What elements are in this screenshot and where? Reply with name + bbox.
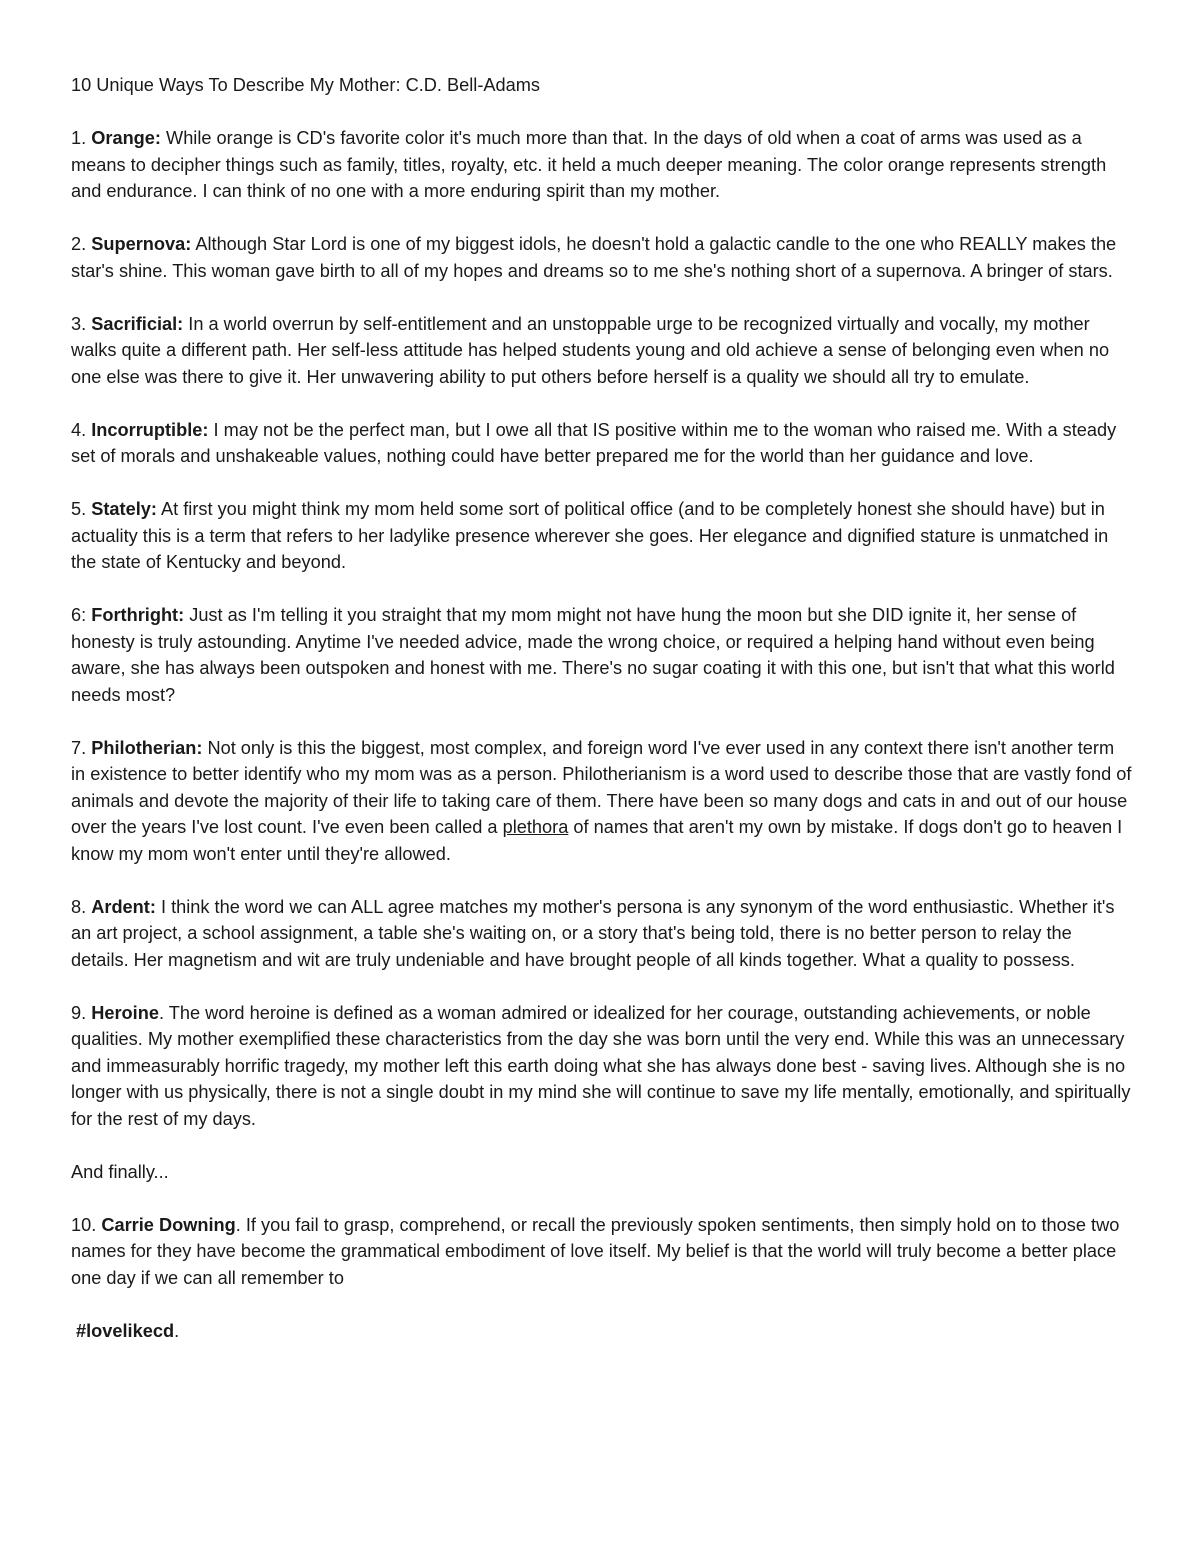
item-term: Carrie Downing bbox=[101, 1214, 236, 1235]
item-term: Supernova: bbox=[91, 234, 192, 254]
item-3 bbox=[71, 311, 1133, 391]
item-10 bbox=[71, 1212, 1133, 1292]
item-text: Not only is this the biggest, most complex, and foreign word I've ever used in any context there isn't another term in existence to better identify who my mom was as a person. Philotherianism is a word used to describe those that are vastly fond of animals and devote the majority of their life to taking care of them. There have been so many dogs and cats in and out of our house over the years I've lost count. I've even been called a bbox=[71, 737, 1132, 837]
item-6 bbox=[71, 602, 1133, 708]
item-7 bbox=[71, 735, 1133, 868]
item-term: Ardent: bbox=[91, 896, 156, 917]
item-8 bbox=[71, 894, 1133, 974]
item-4 bbox=[71, 417, 1133, 470]
item-number: 8. bbox=[71, 896, 92, 917]
item-term: Sacrificial: bbox=[91, 313, 184, 334]
document-title: 10 Unique Ways To Describe My Mother: C.D. Bell-Adams bbox=[71, 75, 540, 95]
item-text: . If you fail to grasp, comprehend, or recall the previously spoken sentiments, then simply hold on to those two names for they have become the grammatical embodiment of love itself. My belief is that the world will truly become a better place one day if we can all remember to bbox=[71, 1214, 1120, 1288]
item-number: 4. bbox=[71, 419, 92, 440]
item-term: Orange: bbox=[91, 128, 161, 148]
item-2 bbox=[71, 231, 1133, 284]
item-term: Heroine bbox=[91, 1002, 159, 1023]
item-number: 3. bbox=[71, 313, 92, 334]
item-number: 1. bbox=[71, 128, 92, 148]
finally-line: And finally... bbox=[71, 1161, 169, 1182]
hashtag: #lovelikecd bbox=[76, 1320, 175, 1341]
item-number: 5. bbox=[71, 499, 92, 519]
item-text: At first you might think my mom held some sort of political office (and to be completely honest she should have) but in actuality this is a term that refers to her ladylike presence wherever she goes. Her elegance and dignified stature is unmatched in the state of Kentucky and beyond. bbox=[71, 499, 1109, 572]
item-text: While orange is CD's favorite color it's much more than that. In the days of old when a coat of arms was used as a means to decipher things such as family, titles, royalty, etc. it held a much deeper meaning. The color orange represents strength and endurance. I can think of no one with a more enduring spirit than my mother. bbox=[71, 128, 1107, 201]
item-text: I think the word we can ALL agree matches my mother's persona is any synonym of the word enthusiastic. Whether it's an art project, a school assignment, a table she's waiting on, or a story that's being told, there is no better person to relay the details. Her magnetism and wit are truly undeniable and have brought people of all kinds together. What a quality to possess. bbox=[71, 896, 1115, 970]
item-text: . The word heroine is defined as a woman admired or idealized for her courage, outstanding achievements, or noble qualities. My mother exemplified these characteristics from the day she was born until the very end. While this was an unnecessary and immeasurably horrific tragedy, my mother left this earth doing what she has always done best - saving lives. Although she is no longer with us physically, there is not a single doubt in my mind she will continue to save my life mentally, emotionally, and spiritually for the rest of my days. bbox=[71, 1002, 1131, 1129]
item-number: 10. bbox=[71, 1214, 102, 1235]
item-number: 6: bbox=[71, 605, 92, 625]
item-number: 2. bbox=[71, 234, 92, 254]
item-number: 9. bbox=[71, 1002, 92, 1023]
item-text: I may not be the perfect man, but I owe all that IS positive within me to the woman who raised me. With a steady set of morals and unshakeable values, nothing could have better prepared me for the world than her guidance and love. bbox=[71, 419, 1117, 466]
item-text: In a world overrun by self-entitlement and an unstoppable urge to be recognized virtually and vocally, my mother walks quite a different path. Her self-less attitude has helped students young and old achieve a sense of belonging even when no one else was there to give it. Her unwavering ability to put others before herself is a quality we should all try to emulate. bbox=[71, 313, 1110, 387]
item-9 bbox=[71, 1000, 1133, 1133]
item-term: Philotherian: bbox=[91, 737, 203, 758]
item-1 bbox=[71, 125, 1133, 205]
hashtag-line bbox=[76, 1318, 1133, 1345]
item-text: Although Star Lord is one of my biggest idols, he doesn't hold a galactic candle to the one who REALLY makes the star's shine. This woman gave birth to all of my hopes and dreams so to me she's nothing short of a supernova. A bringer of stars. bbox=[71, 234, 1117, 281]
item-term: Stately: bbox=[91, 499, 157, 519]
item-number: 7. bbox=[71, 737, 92, 758]
item-5 bbox=[71, 496, 1133, 576]
document-page bbox=[71, 72, 1133, 1344]
item-term: Forthright: bbox=[91, 605, 185, 625]
hashtag-period: . bbox=[174, 1320, 180, 1341]
item-text: Just as I'm telling it you straight that my mom might not have hung the moon but she DID ignite it, her sense of honesty is truly astounding. Anytime I've needed advice, made the wrong choice, or required a helping hand without even being aware, she has always been outspoken and honest with me. There's no sugar coating it with this one, but isn't that what this world needs most? bbox=[71, 605, 1115, 705]
item-text-end: of names that aren't my own by mistake. If dogs don't go to heaven I know my mom won't enter until they're allowed. bbox=[71, 817, 1123, 864]
underlined-word: plethora bbox=[502, 817, 569, 837]
item-term: Incorruptible: bbox=[91, 419, 209, 440]
